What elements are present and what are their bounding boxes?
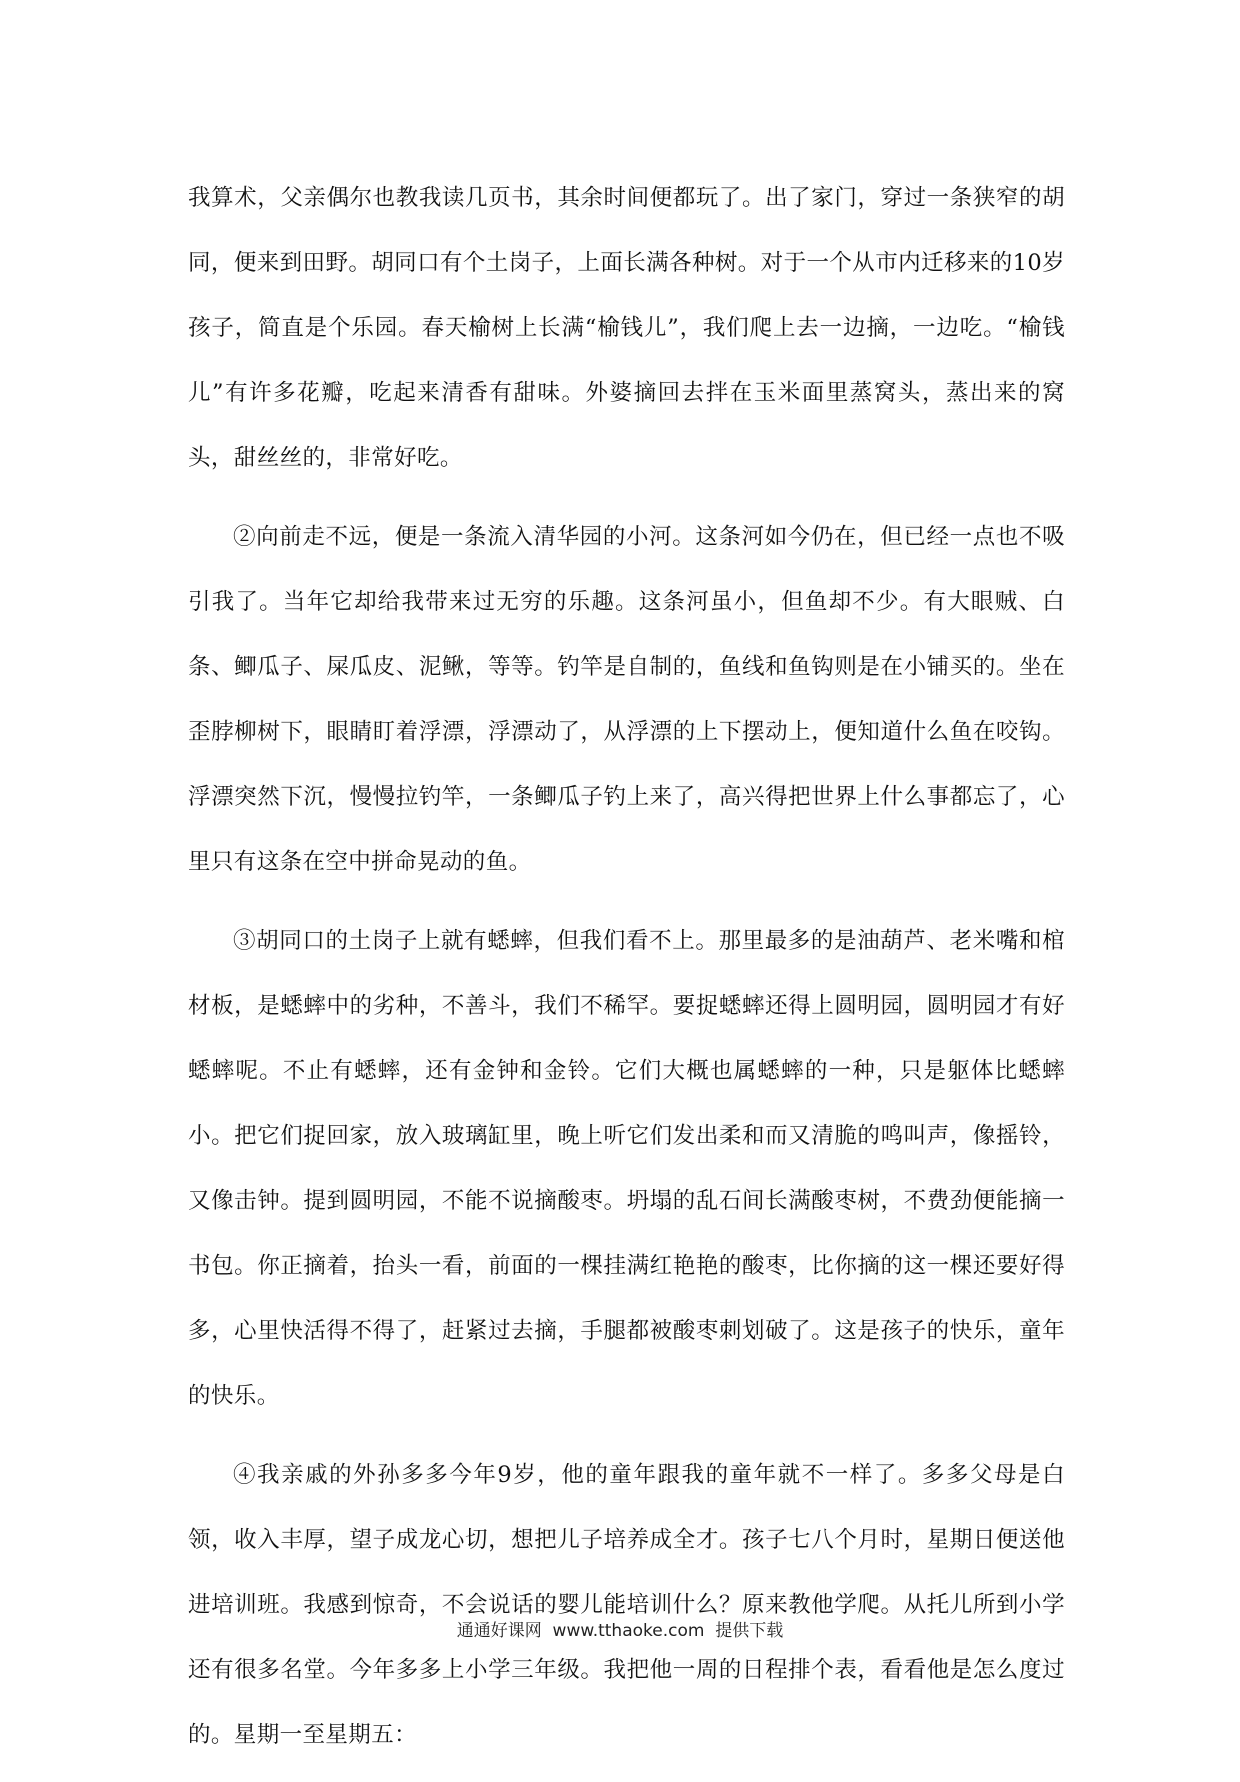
paragraph-2: ②向前走不远，便是一条流入清华园的小河。这条河如今仍在，但已经一点也不吸引我了。当年它却给我带来过无穷的乐趣。这条河虽小，但鱼却不少。有大眼贼、白条、鲫瓜子、屎瓜皮、泥鳅，等等。钓竿是自制的，鱼线和鱼钩则是在小铺买的。坐在歪脖柳树下，眼睛盯着浮漂，浮漂动了，从浮漂的上下摆动上，便知道什么鱼在咬钩。浮漂突然下沉，慢慢拉钓竿，一条鲫瓜子钓上来了，高兴得把世界上什么事都忘了，心里只有这条在空中拼命晃动的鱼。 xyxy=(188,524,1065,875)
paragraph-4: ④我亲戚的外孙多多今年9岁，他的童年跟我的童年就不一样了。多多父母是白领，收入丰厚，望子成龙心切，想把儿子培养成全才。孩子七八个月时，星期日便送他进培训班。我感到惊奇，不会说话的婴儿能培训什么？原来教他学爬。从托儿所到小学还有很多名堂。今年多多上小学三年级。我把他一周的日程排个表，看看他是怎么度过的。星期一至星期五： xyxy=(188,1462,1065,1748)
paragraph-1: 我算术，父亲偶尔也教我读几页书，其余时间便都玩了。出了家门，穿过一条狭窄的胡同，便来到田野。胡同口有个土岗子，上面长满各种树。对于一个从市内迁移来的10岁孩子，简直是个乐园。春天榆树上长满“榆钱儿”，我们爬上去一边摘，一边吃。“榆钱儿”有许多花瓣，吃起来清香有甜味。外婆摘回去拌在玉米面里蒸窝头，蒸出来的窝头，甜丝丝的，非常好吃。 xyxy=(188,185,1066,471)
article-body xyxy=(188,166,1065,1782)
page-footer: 通通好课网 www.tthaoke.com 提供下载 xyxy=(456,1621,784,1641)
paragraph-3: ③胡同口的土岗子上就有蟋蟀，但我们看不上。那里最多的是油葫芦、老米嘴和棺材板，是蟋蟀中的劣种，不善斗，我们不稀罕。要捉蟋蟀还得上圆明园，圆明园才有好蟋蟀呢。不止有蟋蟀，还有金钟和金铃。它们大概也属蟋蟀的一种，只是躯体比蟋蟀小。把它们捉回家，放入玻璃缸里，晚上听它们发出柔和而又清脆的鸣叫声，像摇铃，又像击钟。提到圆明园，不能不说摘酸枣。坍塌的乱石间长满酸枣树，不费劲便能摘一书包。你正摘着，抬头一看，前面的一棵挂满红艳艳的酸枣，比你摘的这一棵还要好得多，心里快活得不得了，赶紧过去摘，手腿都被酸枣刺划破了。这是孩子的快乐，童年的快乐。 xyxy=(188,928,1065,1409)
